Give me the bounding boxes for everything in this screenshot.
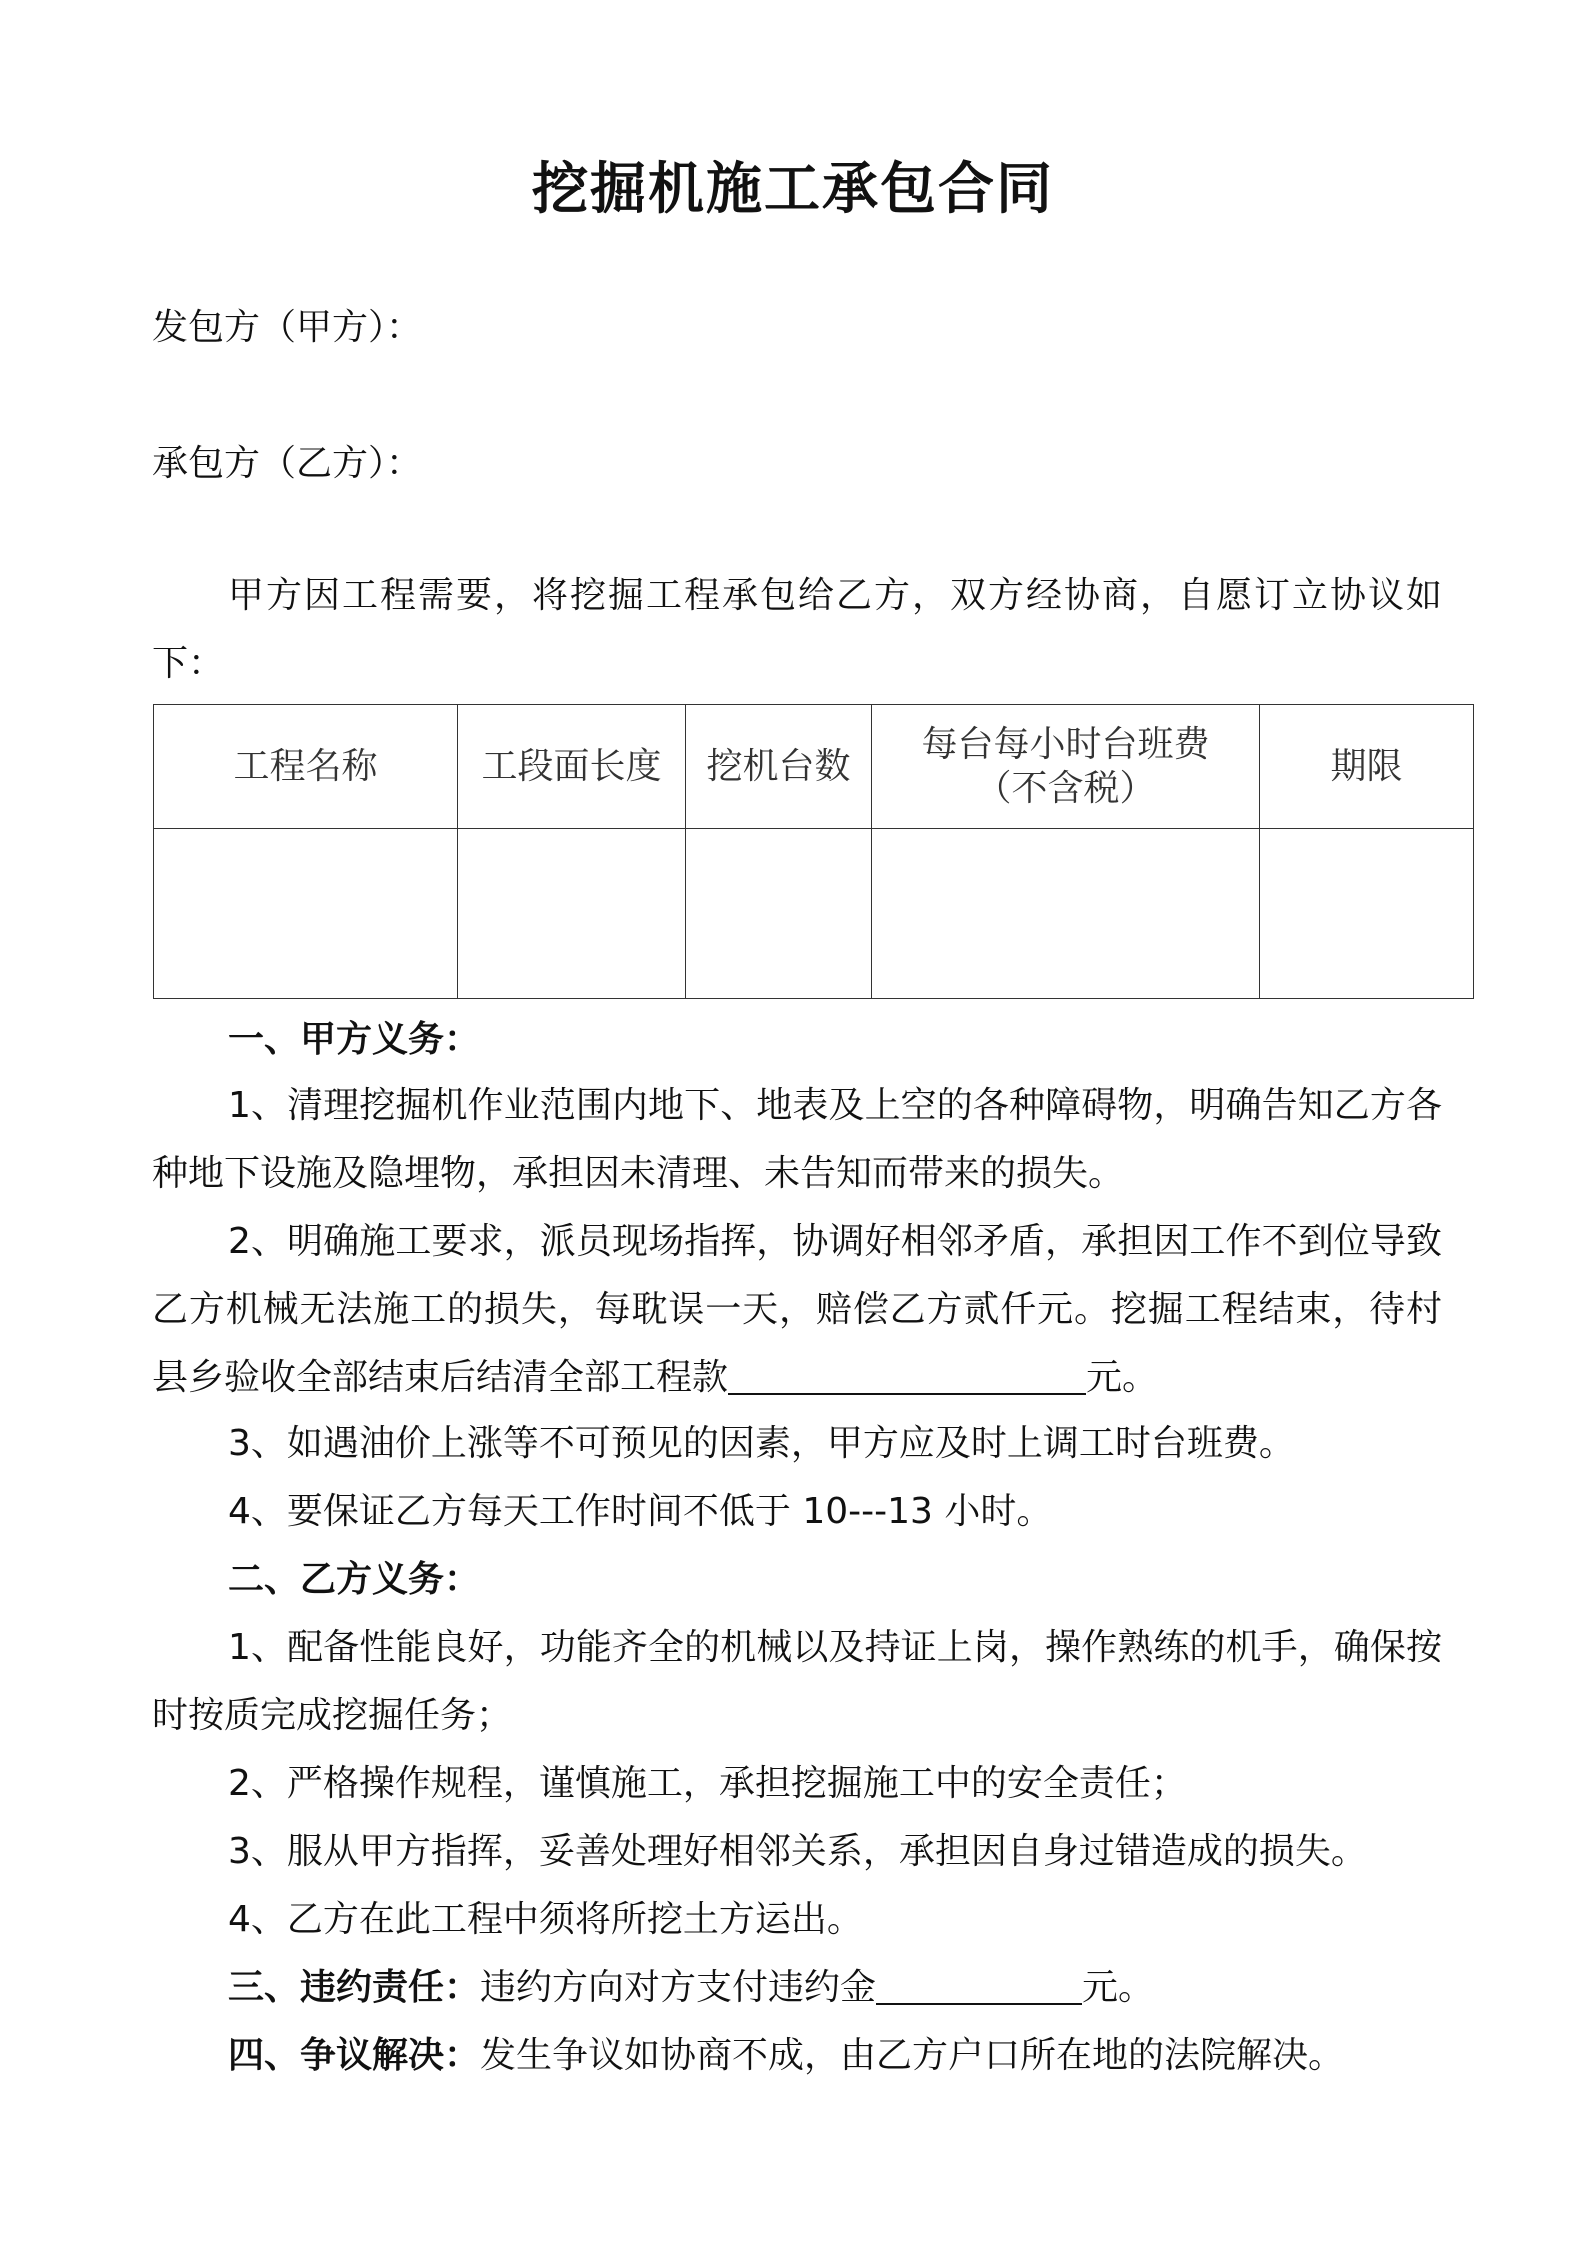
section3-suffix: 元。	[1082, 1967, 1155, 2008]
header-section-length: 工段面长度	[458, 705, 686, 829]
table-row	[154, 829, 1474, 999]
intro-paragraph: 甲方因工程需要，将挖掘工程承包给乙方，双方经协商，自愿订立协议如下：	[152, 575, 1442, 684]
party-a-label: 发包方（甲方）：	[152, 307, 423, 348]
header-term: 期限	[1260, 705, 1474, 829]
section2-item1: 1、配备性能良好，功能齐全的机械以及持证上岗，操作熟练的机手，确保按时按质完成挖掘任务；	[152, 1627, 1442, 1736]
section2-heading: 二、乙方义务：	[228, 1559, 481, 1600]
document-title: 挖掘机施工承包合同	[532, 157, 1054, 222]
table-cell[interactable]	[872, 829, 1260, 999]
header-hourly-fee: 每台每小时台班费 （不含税）	[872, 705, 1260, 829]
party-b-label: 承包方（乙方）：	[152, 443, 423, 484]
header-excavator-count: 挖机台数	[686, 705, 872, 829]
section4-text: 发生争议如协商不成，由乙方户口所在地的法院解决。	[480, 2035, 1345, 2076]
project-table	[153, 704, 1474, 999]
section1-item2-suffix: 元。	[1086, 1357, 1159, 1398]
total-payment-blank[interactable]	[728, 1353, 1086, 1395]
penalty-amount-blank[interactable]	[876, 1963, 1082, 2005]
section3-heading: 三、违约责任：	[228, 1967, 481, 2008]
section1-item2	[152, 1208, 1442, 1412]
section1-item3: 3、如遇油价上涨等不可预见的因素，甲方应及时上调工时台班费。	[228, 1423, 1295, 1464]
section3-paragraph	[152, 1954, 1442, 2022]
section4-heading: 四、争议解决：	[228, 2035, 481, 2076]
table-cell[interactable]	[154, 829, 458, 999]
section1-item2-text: 2、明确施工要求，派员现场指挥，协调好相邻矛盾，承担因工作不到位导致乙方机械无法施工的损失，每耽误一天，赔偿乙方贰仟元。挖掘工程结束，待村县乡验收全部结束后结清全部工程款	[152, 1221, 1442, 1398]
section4-paragraph	[152, 2022, 1442, 2090]
section2-item2: 2、严格操作规程，谨慎施工，承担挖掘施工中的安全责任；	[228, 1763, 1187, 1804]
section2-item3: 3、服从甲方指挥，妥善处理好相邻关系，承担因自身过错造成的损失。	[228, 1831, 1367, 1872]
section2-item4: 4、乙方在此工程中须将所挖土方运出。	[228, 1899, 863, 1940]
table-header-row	[154, 705, 1474, 829]
section1-item4: 4、要保证乙方每天工作时间不低于 10---13 小时。	[228, 1491, 1053, 1532]
header-project-name: 工程名称	[154, 705, 458, 829]
section3-text: 违约方向对方支付违约金	[480, 1967, 877, 2008]
table-cell[interactable]	[686, 829, 872, 999]
table-cell[interactable]	[1260, 829, 1474, 999]
table-cell[interactable]	[458, 829, 686, 999]
section1-heading: 一、甲方义务：	[228, 1019, 481, 1060]
section1-item1: 1、清理挖掘机作业范围内地下、地表及上空的各种障碍物，明确告知乙方各种地下设施及隐埋物，承担因未清理、未告知而带来的损失。	[152, 1085, 1442, 1194]
